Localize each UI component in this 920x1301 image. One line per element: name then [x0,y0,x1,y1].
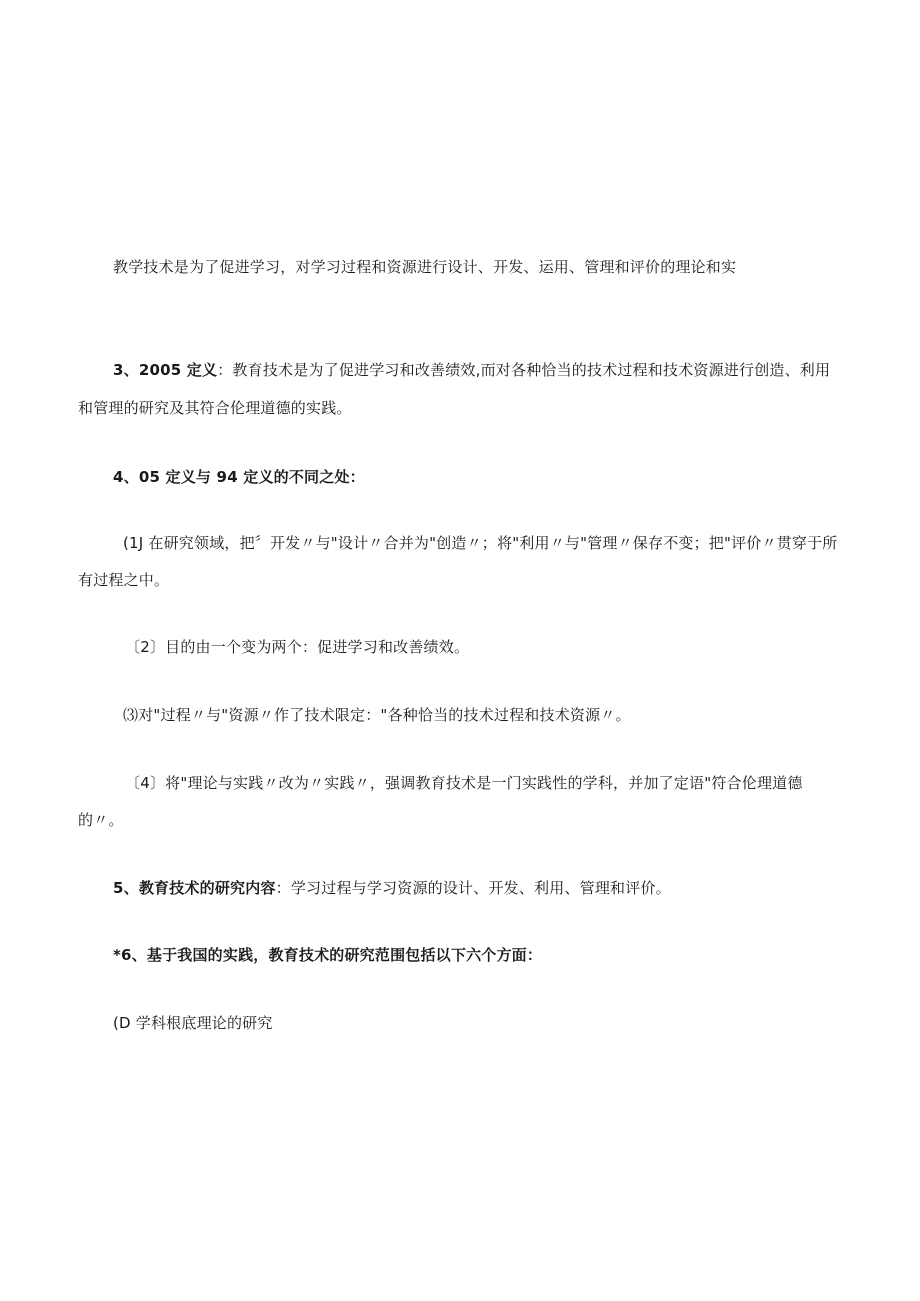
list-item-text: 〔4〕将"理论与实践〃改为〃实践〃，强调教育技术是一门实践性的学科，并加了定语"符合伦理道德 [125,774,803,792]
paragraph-text: ：学习过程与学习资源的设计、开发、利用、管理和评价。 [275,879,671,897]
paragraph-research-content [113,878,671,898]
list-item-text: 〔2〕目的由一个变为两个：促进学习和改善绩效。 [125,638,470,656]
paragraph-text: ：教育技术是为了促进学习和改善绩效,而对各种恰当的技术过程和技术资源进行创造、利用 [217,361,831,379]
paragraph-2005-definition-line-2 [78,398,352,418]
section-heading-text: *6、基于我国的实践，教育技术的研究范围包括以下六个方面： [113,946,543,964]
list-item-text: 有过程之中。 [78,571,170,589]
paragraph-definition-line [113,257,736,277]
list-item-basic-theory [113,1013,273,1033]
section-heading-research-content: 5、教育技术的研究内容 [113,879,276,897]
list-item-text: 的〃。 [78,811,124,829]
list-item-2 [125,637,469,657]
list-item-4-line-2 [78,810,124,830]
section-heading-text: 4、05 定义与 94 定义的不同之处： [113,468,365,486]
list-item-1-line-2 [78,570,169,590]
list-item-1-line-1 [123,533,838,553]
list-item-3 [123,705,631,725]
list-item-4-line-1 [125,773,803,793]
section-heading-research-scope [113,945,542,965]
paragraph-2005-definition-line-1 [113,360,830,380]
list-item-text: ⑶对"过程〃与"资源〃作了技术限定："各种恰当的技术过程和技术资源〃。 [123,706,631,724]
section-heading-2005-definition: 3、2005 定义 [113,361,218,379]
list-item-text: (1J 在研究领域，把〞开发〃与"设计〃合并为"创造〃；将"利用〃与"管理〃保存不变；把"评价〃贯穿于所 [123,534,838,552]
list-item-text: (D 学科根底理论的研究 [113,1014,273,1032]
section-heading-differences [113,467,365,487]
paragraph-text: 和管理的研究及其符合伦理道德的实践。 [78,399,352,417]
paragraph-text: 教学技术是为了促进学习，对学习过程和资源进行设计、开发、运用、管理和评价的理论和实 [113,258,737,276]
